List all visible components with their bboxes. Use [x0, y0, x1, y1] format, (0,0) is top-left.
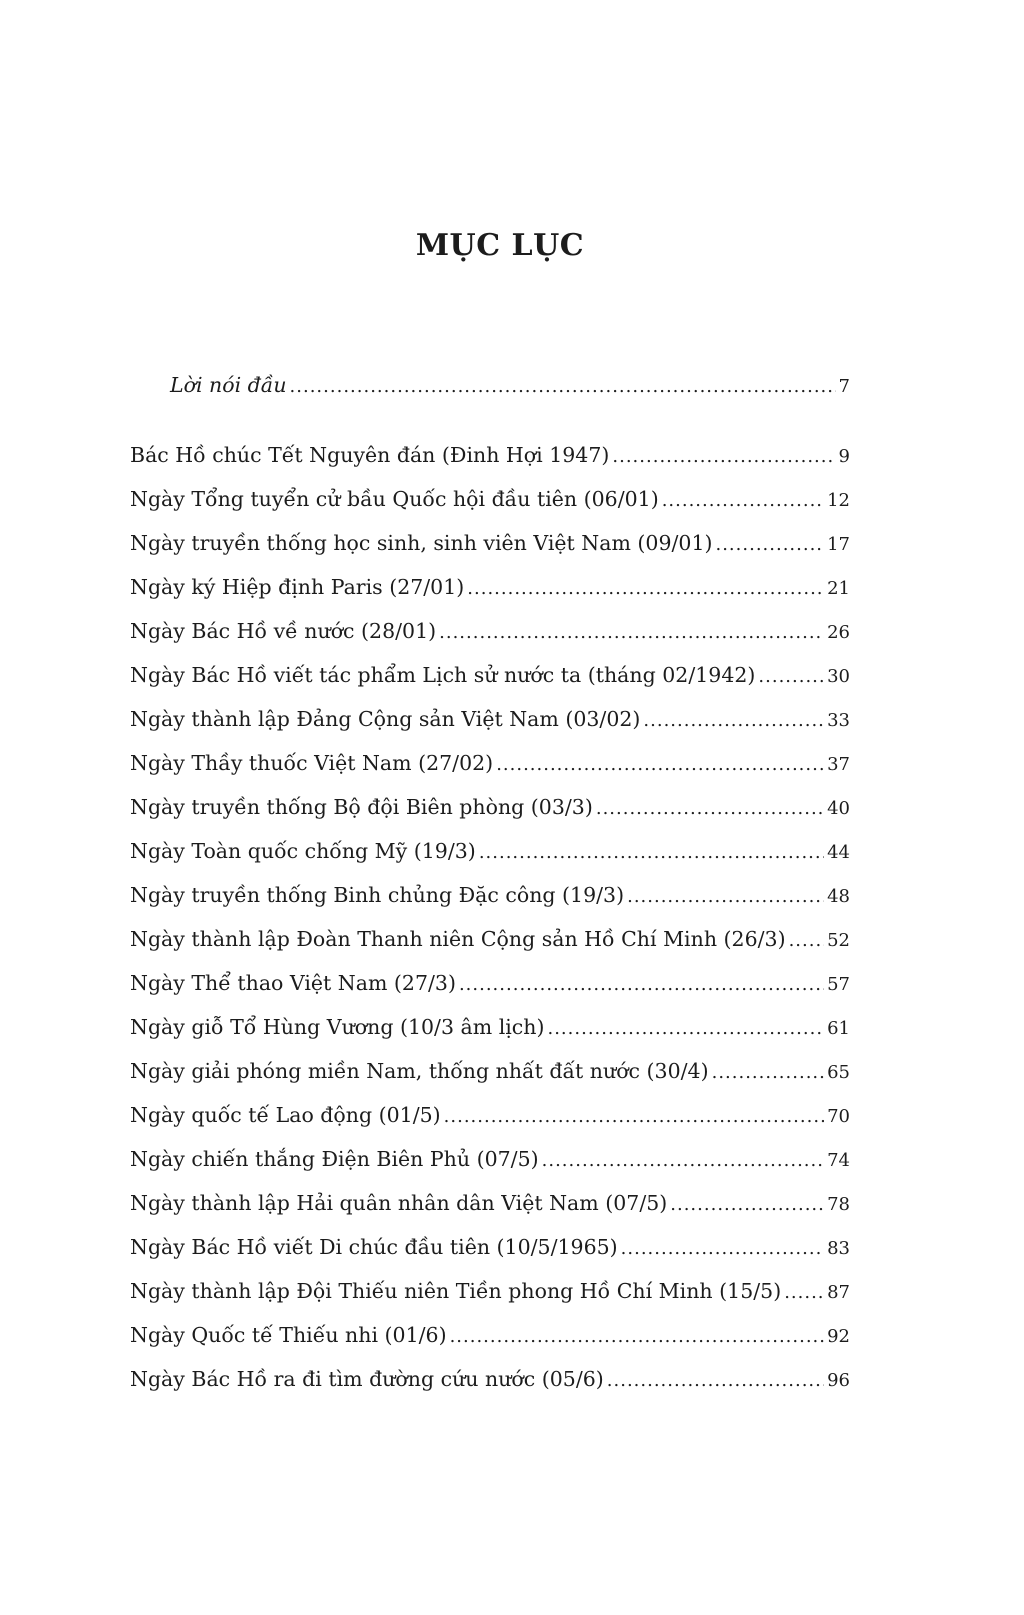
toc-entry-title: Ngày truyền thống Binh chủng Đặc công (19/3)	[130, 883, 625, 907]
toc-entry	[130, 521, 850, 565]
dot-leader	[459, 963, 824, 1005]
toc-entry	[130, 1269, 850, 1313]
toc-entry-title: Ngày Tổng tuyển cử bầu Quốc hội đầu tiên (06/01)	[130, 487, 659, 511]
toc-entry	[130, 477, 850, 521]
dot-leader	[467, 567, 824, 609]
toc-entry-page: 33	[827, 710, 850, 731]
page-title: MỤC LỤC	[415, 228, 585, 263]
toc-entry-page: 83	[827, 1238, 850, 1259]
toc-entry	[130, 741, 850, 785]
toc-entry-title: Ngày truyền thống Bộ đội Biên phòng (03/3)	[130, 795, 593, 819]
dot-leader	[542, 1139, 824, 1181]
toc-entry	[130, 433, 850, 477]
toc-entry-title: Ngày thành lập Đoàn Thanh niên Cộng sản Hồ Chí Minh (26/3)	[130, 927, 786, 951]
dot-leader	[479, 831, 824, 873]
toc-entry-page: 40	[827, 798, 850, 819]
toc-entry	[130, 609, 850, 653]
toc-entry-page: 9	[838, 446, 850, 467]
toc-entry-page: 52	[827, 930, 850, 951]
dot-leader	[715, 523, 824, 565]
toc-entry	[130, 1357, 850, 1401]
toc-entry-page: 12	[827, 490, 850, 511]
dot-leader	[290, 365, 836, 407]
toc-entry-title: Ngày Thể thao Việt Nam (27/3)	[130, 971, 456, 995]
dot-leader	[596, 787, 824, 829]
toc-entry-page: 70	[827, 1106, 850, 1127]
toc-entry-title: Ngày Quốc tế Thiếu nhi (01/6)	[130, 1323, 447, 1347]
toc-entry-page: 65	[827, 1062, 850, 1083]
toc-entry-page: 21	[827, 578, 850, 599]
toc-entry	[130, 1005, 850, 1049]
dot-leader	[643, 699, 824, 741]
toc-entry-title: Ngày Bác Hồ viết Di chúc đầu tiên (10/5/1965)	[130, 1235, 618, 1259]
toc-entry-page: 92	[827, 1326, 850, 1347]
dot-leader	[627, 875, 824, 917]
toc-entry	[130, 917, 850, 961]
toc-entry	[130, 829, 850, 873]
toc-entry	[130, 697, 850, 741]
toc-entry-title: Ngày quốc tế Lao động (01/5)	[130, 1103, 441, 1127]
toc-entry-title: Ngày Bác Hồ viết tác phẩm Lịch sử nước ta (tháng 02/1942)	[130, 663, 756, 687]
dot-leader	[607, 1359, 824, 1401]
dot-leader	[547, 1007, 824, 1049]
toc-entry	[130, 1313, 850, 1357]
toc-entry	[130, 1049, 850, 1093]
toc-entry-title: Ngày giỗ Tổ Hùng Vương (10/3 âm lịch)	[130, 1015, 545, 1039]
toc-entry-title: Ngày giải phóng miền Nam, thống nhất đất nước (30/4)	[130, 1059, 709, 1083]
dot-leader	[784, 1271, 824, 1313]
toc-entry-page: 96	[827, 1370, 850, 1391]
toc-entry-title: Ngày thành lập Hải quân nhân dân Việt Nam (07/5)	[130, 1191, 668, 1215]
toc-entry-page: 30	[827, 666, 850, 687]
toc-entry	[130, 653, 850, 697]
toc-entry-page: 74	[827, 1150, 850, 1171]
toc-entry	[130, 565, 850, 609]
toc-entry-page: 61	[827, 1018, 850, 1039]
toc-entry	[130, 785, 850, 829]
toc-entry-title: Ngày thành lập Đội Thiếu niên Tiền phong Hồ Chí Minh (15/5)	[130, 1279, 782, 1303]
toc-entry-page: 78	[827, 1194, 850, 1215]
toc-entry	[130, 873, 850, 917]
toc-entry-title: Ngày chiến thắng Điện Biên Phủ (07/5)	[130, 1147, 539, 1171]
toc-entry	[130, 1137, 850, 1181]
toc-entry-title: Ngày Bác Hồ ra đi tìm đường cứu nước (05/6)	[130, 1367, 604, 1391]
toc-entry-page: 37	[827, 754, 850, 775]
toc-entry-title: Ngày Toàn quốc chống Mỹ (19/3)	[130, 839, 476, 863]
dot-leader	[444, 1095, 824, 1137]
toc-entry	[130, 1181, 850, 1225]
toc-entry-title: Ngày Bác Hồ về nước (28/01)	[130, 619, 437, 643]
toc-entry-title: Lời nói đầu	[170, 373, 287, 397]
toc-entry-page: 57	[827, 974, 850, 995]
dot-leader	[612, 435, 835, 477]
dot-leader	[712, 1051, 825, 1093]
toc-entry-title: Ngày ký Hiệp định Paris (27/01)	[130, 575, 465, 599]
toc-entry-title: Bác Hồ chúc Tết Nguyên đán (Đinh Hợi 1947)	[130, 443, 610, 467]
dot-leader	[789, 919, 825, 961]
dot-leader	[496, 743, 824, 785]
toc-entry-title: Ngày thành lập Đảng Cộng sản Việt Nam (03/02)	[130, 707, 641, 731]
toc-entry-preface	[130, 363, 850, 407]
toc-entry-page: 87	[827, 1282, 850, 1303]
toc-entry-page: 26	[827, 622, 850, 643]
toc-entry-page: 48	[827, 886, 850, 907]
toc-entry-page: 7	[838, 376, 850, 397]
toc-entry	[130, 961, 850, 1005]
toc-entry	[130, 1225, 850, 1269]
dot-leader	[758, 655, 824, 697]
dot-leader	[439, 611, 824, 653]
toc-entry-page: 17	[827, 534, 850, 555]
toc-entry	[130, 1093, 850, 1137]
dot-leader	[662, 479, 824, 521]
dot-leader	[621, 1227, 824, 1269]
toc-entry-title: Ngày truyền thống học sinh, sinh viên Việt Nam (09/01)	[130, 531, 713, 555]
dot-leader	[450, 1315, 825, 1357]
toc-entry-page: 44	[827, 842, 850, 863]
table-of-contents	[130, 363, 850, 1401]
toc-entry-title: Ngày Thầy thuốc Việt Nam (27/02)	[130, 751, 494, 775]
dot-leader	[670, 1183, 824, 1225]
